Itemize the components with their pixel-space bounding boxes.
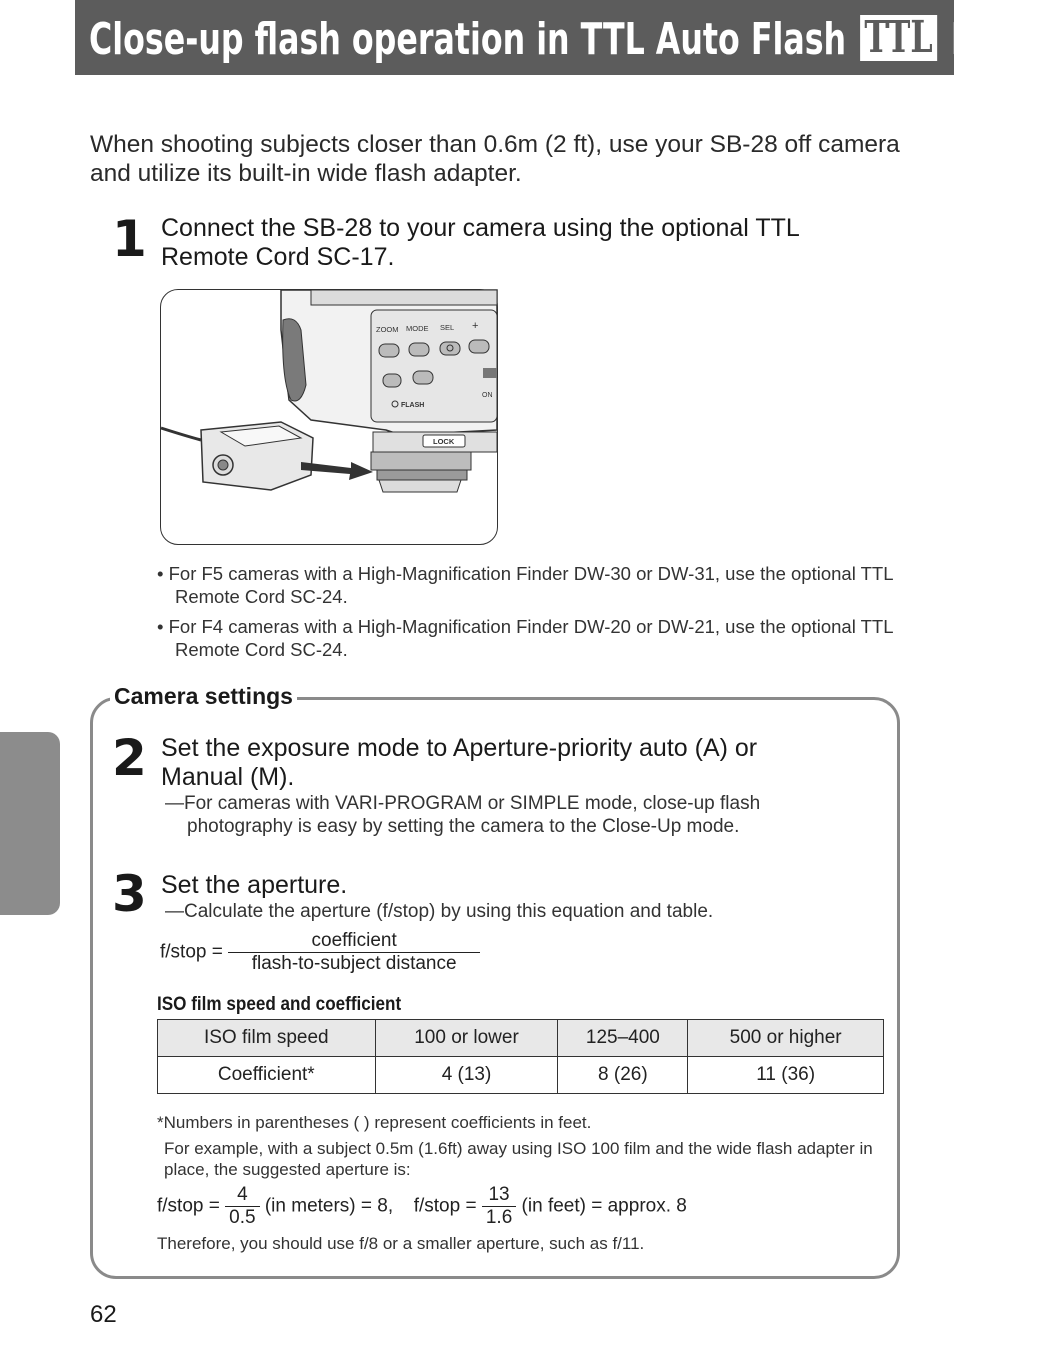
title-text-before: Close-up flash operation in TTL Auto Flash xyxy=(89,14,847,65)
footnote: *Numbers in parentheses ( ) represent coefficients in feet. xyxy=(157,1113,592,1132)
aperture-equation xyxy=(160,930,480,975)
on-label: ON xyxy=(482,392,493,399)
step-1-text: Connect the SB-28 to your camera using the optional TTL Remote Cord SC-17. xyxy=(161,214,799,271)
step-3-number: 3 xyxy=(112,865,147,923)
table-cell: ISO film speed xyxy=(158,1020,376,1057)
table-row xyxy=(158,1057,884,1094)
step-3-note: —Calculate the aperture (f/stop) by using this equation and table. xyxy=(165,901,714,922)
intro-text: When shooting subjects closer than 0.6m (2 ft), use your SB-28 off camera and utilize its built-in wide flash adapter. xyxy=(90,131,900,187)
step-3-text: Set the aperture. xyxy=(161,871,348,899)
page-title xyxy=(89,8,1048,72)
example-lhs-2: f/stop = xyxy=(413,1195,477,1217)
example-lhs-1: f/stop = xyxy=(157,1195,220,1217)
page-number: 62 xyxy=(90,1301,117,1328)
step-2-text: Set the exposure mode to Aperture-priority auto (A) or Manual (M). xyxy=(161,734,758,791)
example-rhs-2: (in feet) = approx. 8 xyxy=(521,1195,687,1217)
iso-coefficient-table xyxy=(157,1019,884,1094)
table-cell: 4 (13) xyxy=(375,1057,558,1094)
bullet-f4: • For F4 cameras with a High-Magnification Finder DW-20 or DW-21, use the optional TTL Remote Cord SC-24. xyxy=(157,616,893,660)
example-num-1: 4 xyxy=(225,1184,259,1207)
step-2-number: 2 xyxy=(112,729,147,787)
plus-label: + xyxy=(472,320,479,332)
equation-numerator: coefficient xyxy=(228,930,480,953)
equation-lhs: f/stop = xyxy=(160,941,223,963)
example-equation xyxy=(157,1184,687,1229)
camera-settings-label: Camera settings xyxy=(110,683,297,710)
bullet-f5: • For F5 cameras with a High-Magnification Finder DW-30 or DW-31, use the optional TTL Remote Cord SC-24. xyxy=(157,563,893,607)
table-cell: 500 or higher xyxy=(688,1020,884,1057)
flash-drawing xyxy=(161,290,497,544)
table-cell: 8 (26) xyxy=(558,1057,688,1094)
sel-label: SEL xyxy=(440,323,455,332)
step-2-note: —For cameras with VARI-PROGRAM or SIMPLE mode, close-up flash photography is easy by setting the camera to the Close-Up mode. xyxy=(165,793,761,837)
table-cell: Coefficient* xyxy=(158,1057,376,1094)
example-rhs-1: (in meters) = 8, xyxy=(264,1195,394,1217)
example-den-1: 0.5 xyxy=(229,1207,256,1228)
table-row xyxy=(158,1020,884,1057)
conclusion-text: Therefore, you should use f/8 or a smaller aperture, such as f/11. xyxy=(157,1234,645,1253)
ttl-badge: TTL xyxy=(860,15,937,61)
example-num-2: 13 xyxy=(482,1184,516,1207)
section-tab xyxy=(0,732,60,915)
table-cell: 125–400 xyxy=(558,1020,688,1057)
table-cell: 100 or lower xyxy=(375,1020,558,1057)
flash-label: FLASH xyxy=(401,402,425,409)
equation-fraction xyxy=(228,930,480,975)
zoom-label: ZOOM xyxy=(376,325,399,334)
mode-label: MODE xyxy=(406,324,429,333)
example-den-2: 1.6 xyxy=(485,1207,513,1228)
example-text: For example, with a subject 0.5m (1.6ft) away using ISO 100 film and the wide flash adapter in place, the suggested aperture is: xyxy=(164,1139,873,1179)
equation-denominator: flash-to-subject distance xyxy=(251,953,457,974)
table-caption: ISO film speed and coefficient xyxy=(157,994,402,1015)
lock-label: LOCK xyxy=(433,437,455,446)
title-text-after: Mode xyxy=(950,14,1048,65)
table-cell: 11 (36) xyxy=(688,1057,884,1094)
flash-illustration xyxy=(160,289,498,545)
example-fraction-2 xyxy=(482,1184,516,1229)
example-fraction-1 xyxy=(225,1184,259,1229)
step-1-number: 1 xyxy=(112,210,147,268)
